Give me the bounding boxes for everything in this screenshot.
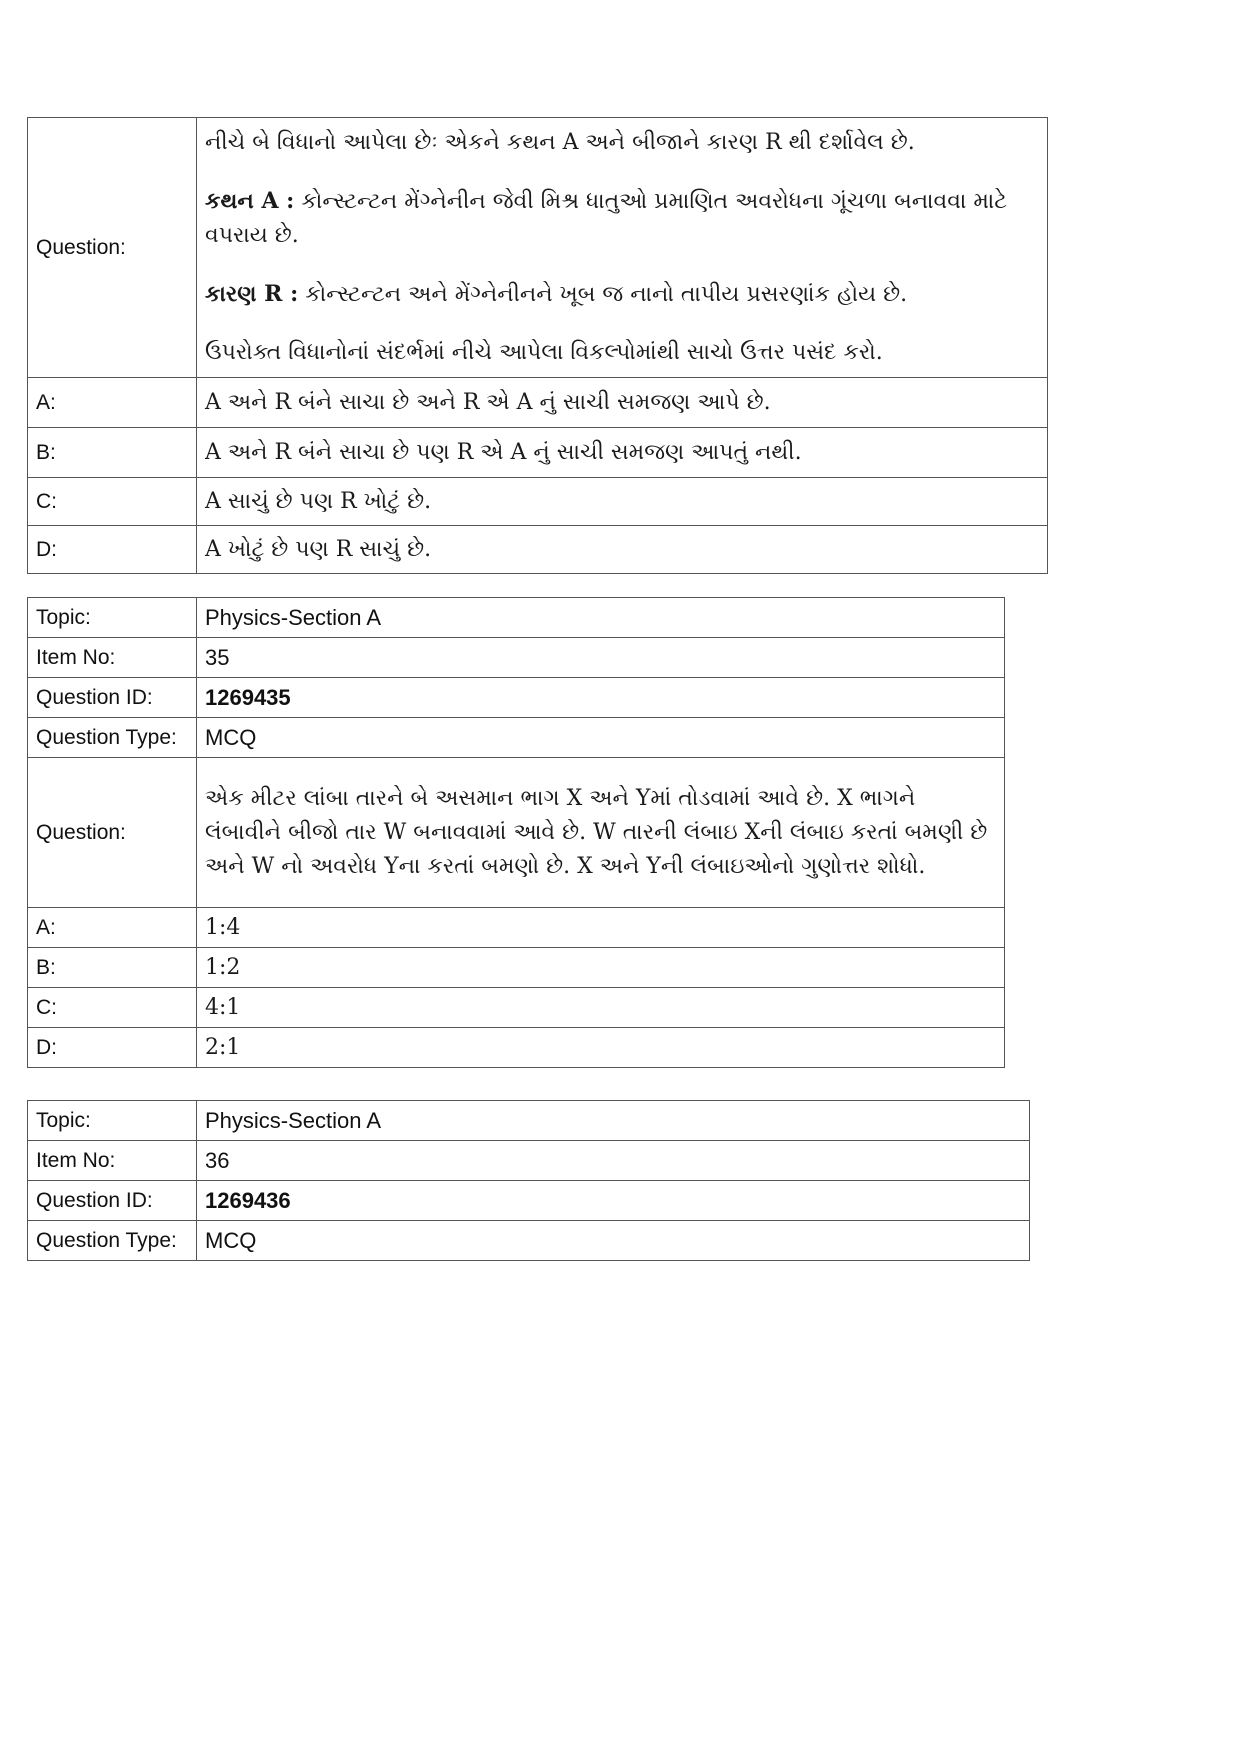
topic-label: Topic: <box>28 1101 197 1141</box>
question-type-value: MCQ <box>197 1221 1030 1261</box>
option-label: D: <box>28 1028 197 1068</box>
option-row <box>28 988 1005 1028</box>
topic-value: Physics-Section A <box>197 598 1005 638</box>
option-text: 2:1 <box>197 1028 1005 1068</box>
question-36-table <box>27 1100 1030 1261</box>
option-row <box>28 1028 1005 1068</box>
option-label: B: <box>28 948 197 988</box>
question-id-value: 1269435 <box>197 678 1005 718</box>
option-text: A સાચું છે પણ R ખોટું છે. <box>197 478 1048 526</box>
topic-value: Physics-Section A <box>197 1101 1030 1141</box>
assertion-text: કોન્સ્ટન્ટન મેંગ્નેનીન જેવી મિશ્ર ધાતુઓ પ્રમાણિત અવરોધના ગૂંચળા બનાવવા માટે વપરાય છે. <box>205 188 1008 248</box>
option-text: A અને R બંને સાચા છે અને R એ A નું સાચી સમજણ આપે છે. <box>197 378 1048 428</box>
option-label: B: <box>28 428 197 478</box>
option-row <box>28 908 1005 948</box>
option-label: A: <box>28 908 197 948</box>
option-text: 4:1 <box>197 988 1005 1028</box>
reason-label: કારણ R : <box>205 280 299 307</box>
assertion-label: કથન A : <box>205 187 295 214</box>
topic-label: Topic: <box>28 598 197 638</box>
option-row <box>28 478 1048 526</box>
option-label: C: <box>28 988 197 1028</box>
question-type-label: Question Type: <box>28 718 197 758</box>
question-id-value: 1269436 <box>197 1181 1030 1221</box>
question-id-label: Question ID: <box>28 1181 197 1221</box>
option-label: A: <box>28 378 197 428</box>
option-label: C: <box>28 478 197 526</box>
option-text: A ખોટું છે પણ R સાચું છે. <box>197 526 1048 574</box>
question-text <box>197 118 1048 378</box>
option-text: 1:4 <box>197 908 1005 948</box>
instruction: ઉપરોક્ત વિધાનોનાં સંદર્ભમાં નીચે આપેલા વિકલ્પોમાંથી સાચો ઉત્તર પસંદ કરો. <box>205 339 883 365</box>
item-no-value: 35 <box>197 638 1005 678</box>
question-35-table <box>27 597 1005 1068</box>
question-label: Question: <box>28 118 197 378</box>
option-row <box>28 428 1048 478</box>
question-type-label: Question Type: <box>28 1221 197 1261</box>
question-label: Question: <box>28 758 197 908</box>
question-id-label: Question ID: <box>28 678 197 718</box>
question-34-table <box>27 117 1048 574</box>
item-no-label: Item No: <box>28 1141 197 1181</box>
assertion <box>205 184 1039 253</box>
question-text: એક મીટર લાંબા તારને બે અસમાન ભાગ X અને Yમાં તોડવામાં આવે છે. X ભાગને લંબાવીને બીજો તાર W બનાવવામાં આવે છે. W તારની લંબાઇ Xની લંબાઇ કરતાં બમણી છે અને W નો અવરોધ Yના કરતાં બમણો છે. X અને Yની લંબાઇઓનો ગુણોત્તર શોધો. <box>197 758 1005 908</box>
reason-text: કોન્સ્ટન્ટન અને મેંગ્નેનીનને ખૂબ જ નાનો તાપીય પ્રસરણાંક હોય છે. <box>305 281 908 307</box>
question-type-value: MCQ <box>197 718 1005 758</box>
item-no-label: Item No: <box>28 638 197 678</box>
option-row <box>28 526 1048 574</box>
option-text: 1:2 <box>197 948 1005 988</box>
reason <box>205 277 1039 312</box>
option-row <box>28 948 1005 988</box>
option-text: A અને R બંને સાચા છે પણ R એ A નું સાચી સમજણ આપતું નથી. <box>197 428 1048 478</box>
option-label: D: <box>28 526 197 574</box>
statement-intro: નીચે બે વિધાનો આપેલા છેઃ એકને કથન A અને બીજાને કારણ R થી દર્શાવેલ છે. <box>205 129 915 155</box>
option-row <box>28 378 1048 428</box>
item-no-value: 36 <box>197 1141 1030 1181</box>
